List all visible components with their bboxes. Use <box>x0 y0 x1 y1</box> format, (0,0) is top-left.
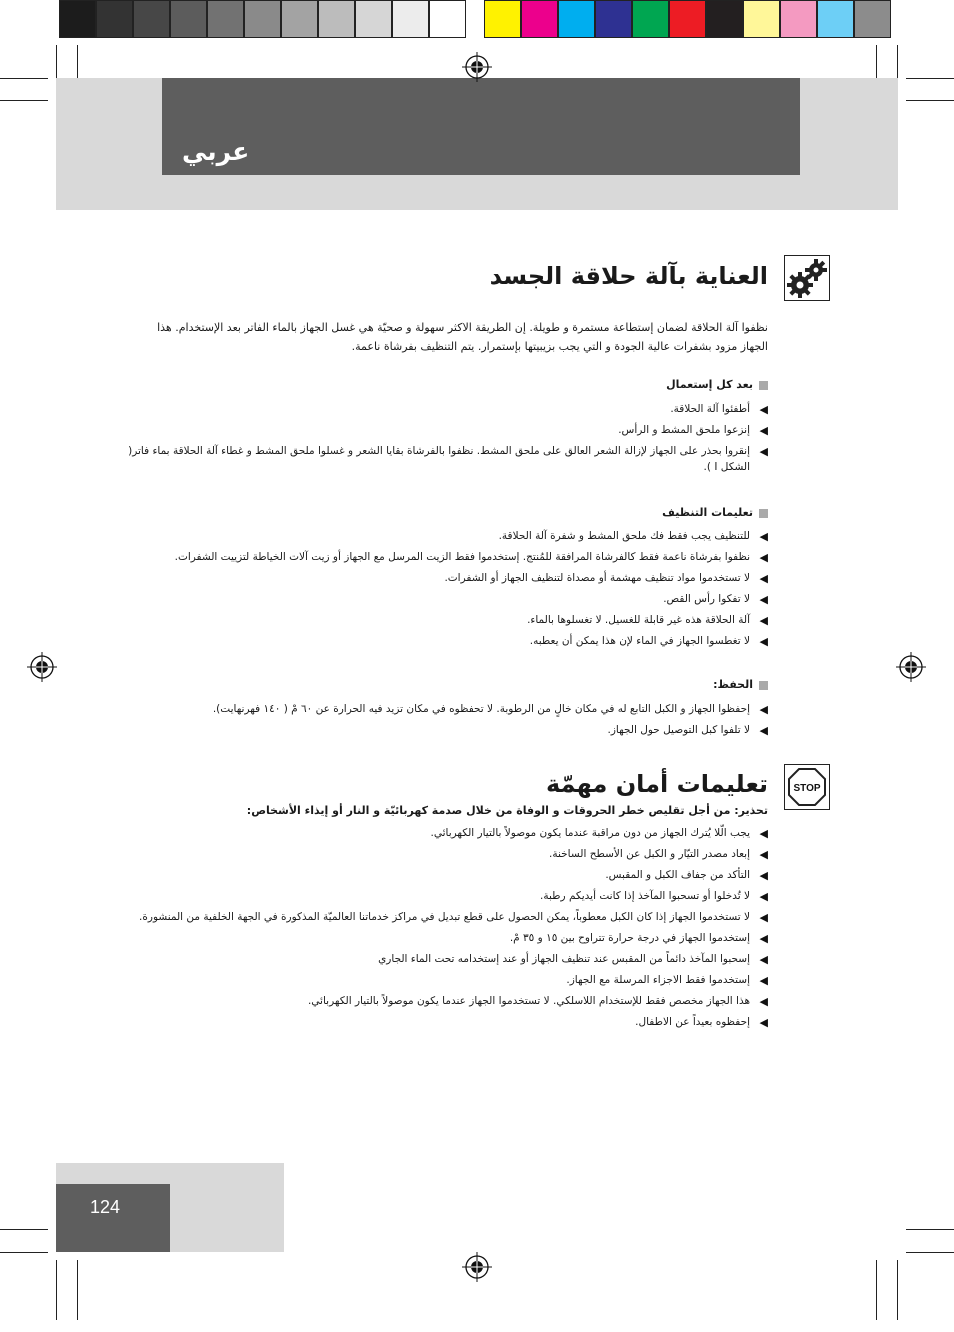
bullet-arrow-icon: ◀ <box>759 932 768 945</box>
list-item-text: هذا الجهاز مخصص فقط للإستخدام اللاسلكي. لا تستخدموا الجهاز عندما يكون موصولاً بالتيار الكهربائي. <box>307 995 750 1007</box>
header-bar <box>162 78 800 175</box>
gray-swatch <box>96 0 133 38</box>
color-swatch <box>558 0 595 38</box>
page-number-box <box>56 1184 170 1252</box>
color-swatch <box>817 0 854 38</box>
list-item-text: إنقروا بحذر على الجهاز لإزالة الشعر العالق على ملحق المشط. نظفوا بالفرشاة بقايا الشعر و غسلوا ملحق المشط و غطاء آلة الحلاقة بماء فاتر( الشكل I ). <box>128 445 750 473</box>
cleaning-list <box>128 528 768 654</box>
bullet-arrow-icon: ◀ <box>759 703 768 716</box>
bullet-arrow-icon: ◀ <box>759 890 768 903</box>
gray-swatch <box>207 0 244 38</box>
list-item-text: يجب الّلا يُترك الجهاز من دون مراقبة عندما يكون موصولاً بالتيار الكهربائي. <box>430 827 750 839</box>
bullet-arrow-icon: ◀ <box>759 1016 768 1029</box>
list-item <box>128 888 768 904</box>
list-item-text: لا تستخدموا الجهاز إذا كان الكبل معطوباً، يمكن الحصول على قطع تبديل في مراكز خدماتنا العالميّة المذكورة في الجهة الخلفية من المنشورة. <box>139 911 750 923</box>
heading-square-icon <box>759 681 768 690</box>
gray-swatch <box>355 0 392 38</box>
color-swatch <box>484 0 521 38</box>
list-item-text: لا تفكوا رأس القص. <box>663 593 750 605</box>
crop-mark <box>0 78 48 79</box>
list-item-text: إحفظوه بعيداً عن الاطفال. <box>635 1016 750 1028</box>
bullet-arrow-icon: ◀ <box>759 911 768 924</box>
color-swatch <box>743 0 780 38</box>
list-item <box>128 570 768 586</box>
stop-sign-icon <box>784 764 830 810</box>
bullet-arrow-icon: ◀ <box>759 551 768 564</box>
crop-mark <box>897 1260 898 1320</box>
list-item <box>128 825 768 841</box>
bullet-arrow-icon: ◀ <box>759 995 768 1008</box>
heading-square-icon <box>759 381 768 390</box>
bullet-arrow-icon: ◀ <box>759 848 768 861</box>
list-item <box>128 930 768 946</box>
list-item <box>128 549 768 565</box>
gray-swatch <box>170 0 207 38</box>
care-intro-paragraph: نظفوا آلة الحلاقة لضمان إستطاعة مستمرة و طويلة. إن الطريقة الاكثر سهولة و صحيّة هي غسل الجهاز بالماء الفاتر بعد الإستخدام. هذا الجهاز مزود بشفرات عالية الجودة و التي يجب بزيبيتها بإستمرار. يتم التنظيف بفرشاة ناعمة. <box>157 321 768 353</box>
list-item-text: إحفظوا الجهاز و الكبل التابع له في مكان خالٍ من الرطوبة. لا تحفظوه في مكان تزيد فيه الحرارة عن ٦٠ مْ ( ١٤٠ فهرنهايت). <box>212 703 750 715</box>
list-item <box>128 1014 768 1030</box>
list-item-text: للتنظيف يجب فقط فك ملحق المشط و شفرة آلة الحلاقة. <box>498 530 750 542</box>
list-item <box>128 722 768 738</box>
list-item-text: لا تلفوا كبل التوصيل حول الجهاز. <box>607 724 750 736</box>
crop-mark <box>906 1252 954 1253</box>
list-item-text: إسحبوا المآخذ دائماً من المقبس عند تنظيف الجهاز أو عند إستخدامه تحت الماء الجاري <box>378 953 750 965</box>
crop-mark <box>56 1260 57 1320</box>
gray-swatch <box>59 0 96 38</box>
list-item-text: إبعاد مصدر التيّار و الكبل عن الأسطح الساخنة. <box>549 848 750 860</box>
list-item <box>128 401 768 417</box>
safety-list <box>128 825 768 1035</box>
list-item <box>128 972 768 988</box>
list-item-text: لا تغطسوا الجهاز في الماء لإن هذا يمكن أن يعطبه. <box>529 635 750 647</box>
crop-mark <box>906 1229 954 1230</box>
gray-swatch <box>318 0 355 38</box>
bullet-arrow-icon: ◀ <box>759 827 768 840</box>
color-swatch <box>595 0 632 38</box>
bullet-arrow-icon: ◀ <box>759 530 768 543</box>
list-item <box>128 612 768 628</box>
list-item-text: التأكد من جفاف الكبل و المقبس. <box>605 869 750 881</box>
crop-mark <box>906 100 954 101</box>
bullet-arrow-icon: ◀ <box>759 953 768 966</box>
gray-swatch <box>429 0 466 38</box>
crop-mark <box>906 78 954 79</box>
bullet-arrow-icon: ◀ <box>759 572 768 585</box>
storage-list <box>128 701 768 743</box>
bullet-arrow-icon: ◀ <box>759 424 768 437</box>
list-item <box>128 422 768 438</box>
bullet-arrow-icon: ◀ <box>759 635 768 648</box>
crop-mark <box>0 1252 48 1253</box>
list-item-text: آلة الحلاقة هذه غير قابلة للغسيل. لا تغسلوها بالماء. <box>527 614 750 626</box>
list-item <box>128 633 768 649</box>
color-swatch <box>632 0 669 38</box>
list-item <box>128 443 768 475</box>
list-item <box>128 867 768 883</box>
safety-warning: تحذير: من أجل تقليص خطر الحروقات و الوفاة من خلال صدمة كهربائيّة و النار أو إيذاء الأشخاص: <box>246 804 768 817</box>
gray-swatch <box>133 0 170 38</box>
color-swatch <box>780 0 817 38</box>
bullet-arrow-icon: ◀ <box>759 974 768 987</box>
page-number: 124 <box>90 1197 121 1217</box>
safety-section-title: تعليمات أمان مهمّة <box>545 770 768 798</box>
list-item-text: إستخدموا الجهاز في درجة حرارة تتراوح بين ١٥ و ٣٥ مْ. <box>509 932 750 944</box>
bullet-arrow-icon: ◀ <box>759 614 768 627</box>
cleaning-heading: تعليمات التنظيف <box>662 506 768 519</box>
list-item-text: إنزعوا ملحق المشط و الرأس. <box>618 424 750 436</box>
list-item <box>128 528 768 544</box>
language-title: عربي <box>182 137 250 166</box>
after-use-list <box>128 401 768 480</box>
gray-swatch <box>244 0 281 38</box>
heading-square-icon <box>759 509 768 518</box>
registration-mark-icon <box>896 652 926 682</box>
list-item <box>128 993 768 1009</box>
gears-icon <box>784 255 830 301</box>
bullet-arrow-icon: ◀ <box>759 724 768 737</box>
list-item <box>128 701 768 717</box>
crop-mark <box>0 100 48 101</box>
crop-mark <box>876 1260 877 1320</box>
list-item <box>128 951 768 967</box>
registration-mark-icon <box>462 52 492 82</box>
list-item <box>128 909 768 925</box>
svg-text:STOP: STOP <box>793 783 821 794</box>
list-item-text: نظفوا بفرشاة ناعمة فقط كالفرشاة المرافقة للمُنتج. إستخدموا فقط الزيت المرسل مع الجهاز أو زيت آلات الخياطة لتزييت الشفرات. <box>174 551 750 563</box>
registration-mark-icon <box>27 652 57 682</box>
list-item-text: لا تُدخلوا أو تسحبوا المآخذ إذا كانت أيديكم رطبة. <box>540 890 750 902</box>
crop-mark <box>0 1229 48 1230</box>
list-item <box>128 846 768 862</box>
list-item-text: لا تستخدموا مواد تنظيف مهشمة أو مصداة لتنظيف الجهاز أو الشفرات. <box>444 572 750 584</box>
gray-swatch <box>392 0 429 38</box>
bullet-arrow-icon: ◀ <box>759 869 768 882</box>
care-section-title: العناية بآلة حلاقة الجسد <box>489 262 768 290</box>
color-swatch <box>521 0 558 38</box>
gray-swatch <box>281 0 318 38</box>
storage-heading: الحفظ: <box>713 678 768 691</box>
registration-mark-icon <box>462 1252 492 1282</box>
crop-mark <box>77 1260 78 1320</box>
bullet-arrow-icon: ◀ <box>759 593 768 606</box>
color-swatch <box>706 0 743 38</box>
color-swatch <box>669 0 706 38</box>
list-item-text: إستخدموا فقط الاجزاء المرسلة مع الجهاز. <box>566 974 750 986</box>
color-swatch <box>854 0 891 38</box>
bullet-arrow-icon: ◀ <box>759 445 768 458</box>
after-use-heading: بعد كل إستعمال <box>666 378 768 391</box>
list-item <box>128 591 768 607</box>
bullet-arrow-icon: ◀ <box>759 403 768 416</box>
list-item-text: أطفئوا آلة الحلاقة. <box>670 403 750 415</box>
